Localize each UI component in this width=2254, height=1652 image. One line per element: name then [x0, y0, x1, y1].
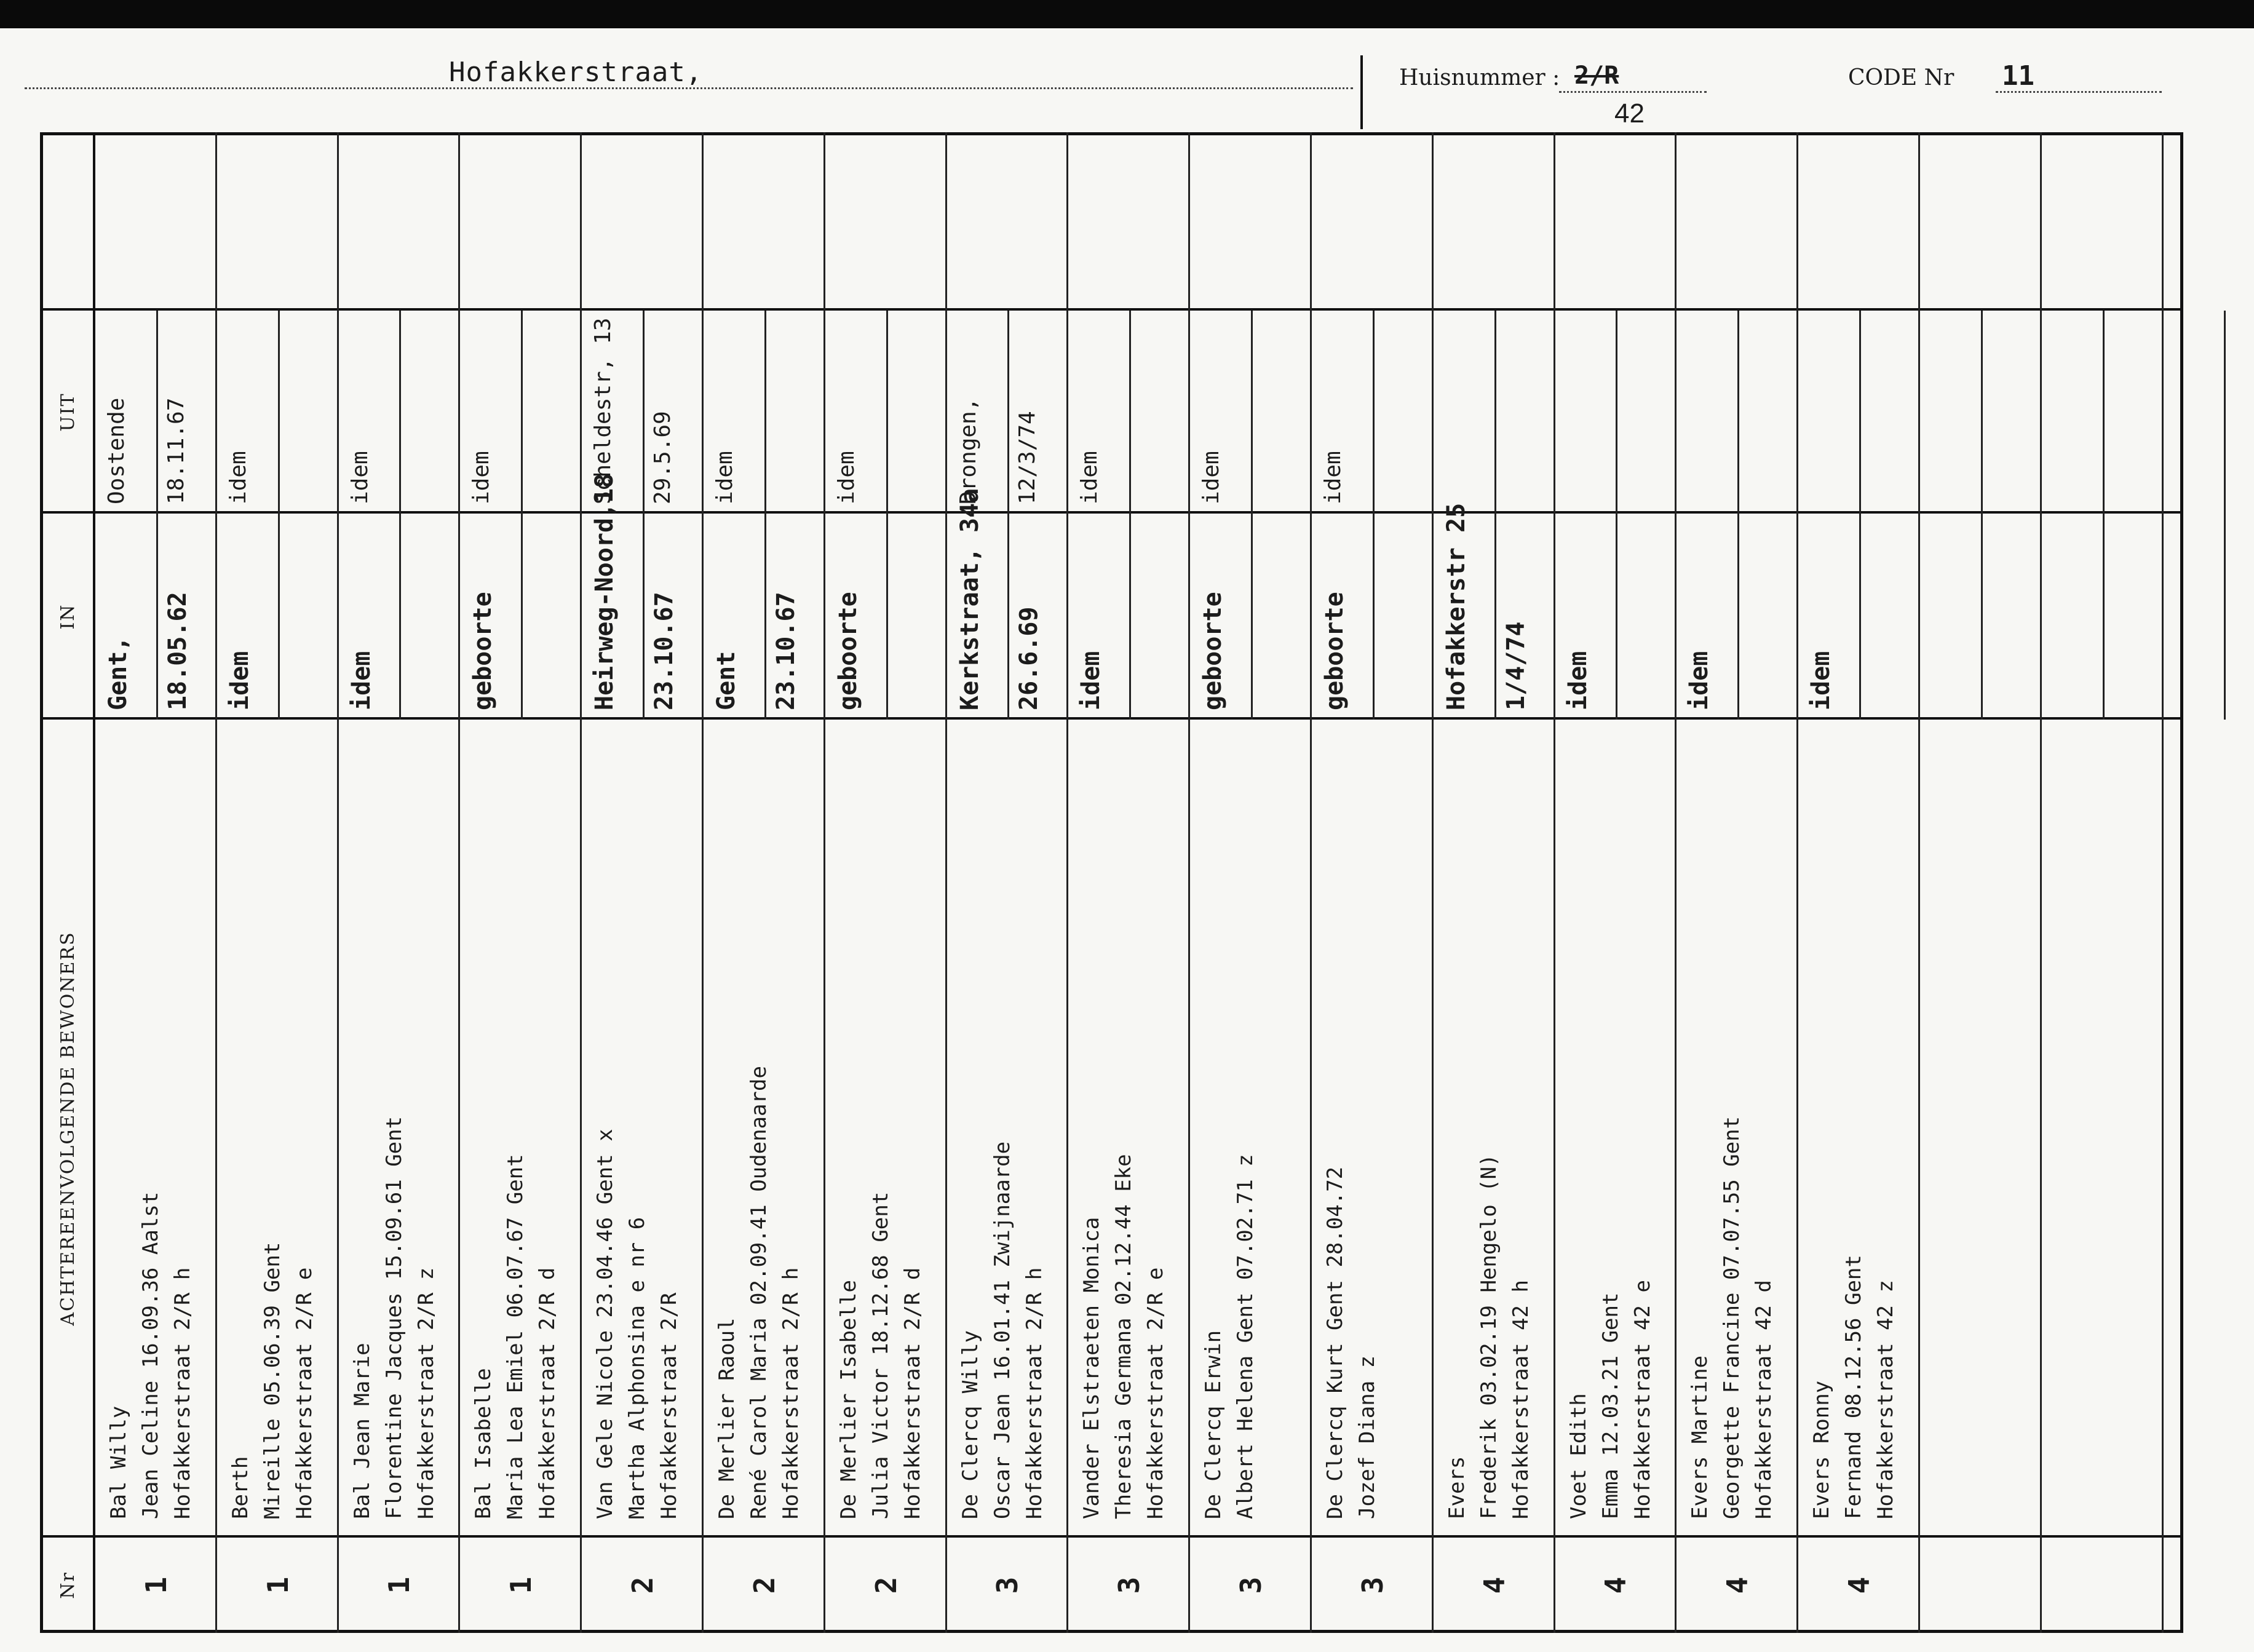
resident-line: Vander Elstraeten Monica [1079, 1217, 1105, 1519]
in-sub-divider [521, 514, 523, 720]
row-number [1920, 1538, 2042, 1633]
resident-line: Frederik 03.02.19 Hengelo (N) [1476, 1154, 1501, 1519]
uit-sub-divider [1494, 311, 1496, 514]
uit-date: 18.11.67 [163, 397, 189, 504]
resident-line: Evers Ronny [1809, 1380, 1835, 1519]
huisnummer-label: Huisnummer : [1399, 65, 1560, 90]
row-number: 3 [991, 1576, 1025, 1594]
uit-place: idem [469, 451, 494, 504]
in-place: Hofakkerstr 25 [1442, 502, 1470, 710]
in-place: Kerkstraat, 34a [955, 488, 984, 710]
resident-line: Hofakkerstraat 2/R e [292, 1267, 317, 1519]
in-place: Gent [712, 651, 740, 710]
row-number: 2 [747, 1576, 781, 1594]
column-header-uit: UIT [57, 392, 79, 432]
in-sub-divider [764, 514, 766, 720]
uit-sub-divider [1616, 311, 1617, 514]
in-sub-divider [1373, 514, 1375, 720]
resident-line: Hofakkerstraat 2/R z [413, 1267, 438, 1519]
in-sub-divider [278, 514, 280, 720]
street-dotted-line [25, 87, 1353, 89]
in-sub-divider [2224, 514, 2226, 720]
resident-line: Julia Victor 18.12.68 Gent [868, 1191, 893, 1519]
table-row [217, 132, 339, 1633]
uit-date: 29.5.69 [650, 411, 676, 504]
uit-place: idem [225, 451, 251, 504]
uit-place: idem [712, 451, 737, 504]
header-divider [1360, 55, 1363, 129]
in-place: geboorte [469, 592, 498, 710]
in-place: idem [1563, 651, 1592, 710]
resident-line: Voet Edith [1566, 1393, 1591, 1519]
in-date: 26.6.69 [1015, 606, 1044, 710]
uit-sub-divider [764, 311, 766, 514]
in-place: Gent, [104, 636, 132, 710]
uit-sub-divider [399, 311, 401, 514]
resident-line: Hofakkerstraat 2/R e [1143, 1267, 1169, 1519]
resident-line: Albert Helena Gent 07.02.71 z [1233, 1154, 1258, 1519]
table-row [2042, 132, 2164, 1633]
uit-sub-divider [156, 311, 158, 514]
row-number: 2 [626, 1576, 660, 1594]
in-place: idem [1685, 651, 1714, 710]
table-row [947, 132, 1069, 1633]
in-place: idem [347, 651, 376, 710]
scan-top-edge [0, 0, 2254, 28]
resident-line: Bal Isabelle [471, 1368, 496, 1519]
table-row [95, 132, 217, 1633]
table-row [1920, 132, 2042, 1633]
column-header-row [40, 132, 95, 1633]
resident-line: Hofakkerstraat 2/R h [779, 1267, 803, 1519]
table-row [1312, 132, 1434, 1633]
in-sub-divider [1494, 514, 1496, 720]
uit-sub-divider [2103, 311, 2105, 514]
uit-place: idem [1199, 451, 1224, 504]
uit-sub-divider [1251, 311, 1253, 514]
huisnummer-old: 2/R [1574, 62, 1619, 90]
in-sub-divider [2103, 514, 2105, 720]
code-label: CODE Nr [1848, 65, 1954, 90]
resident-line: René Carol Maria 02.09.41 Oudenaarde [747, 1066, 771, 1519]
resident-line: Hofakkerstraat 2/R [657, 1292, 682, 1519]
resident-line: Hofakkerstraat 2/R h [1022, 1267, 1047, 1519]
table-row [1190, 132, 1312, 1633]
resident-line: Bal Jean Marie [349, 1343, 375, 1519]
row-number [2042, 1538, 2164, 1633]
resident-line: Hofakkerstraat 42 z [1873, 1280, 1899, 1519]
resident-line: Mireille 05.06.39 Gent [260, 1242, 285, 1519]
resident-line: Fernand 08.12.56 Gent [1841, 1255, 1867, 1519]
in-sub-divider [399, 514, 401, 720]
uit-sub-divider [1373, 311, 1375, 514]
in-sub-divider [1981, 514, 1983, 720]
resident-line: De Clercq Kurt Gent 28.04.72 [1323, 1166, 1347, 1519]
resident-line: Martha Alphonsina e nr 6 [625, 1217, 650, 1519]
in-place: geboorte [1199, 592, 1228, 710]
resident-line: De Merlier Raoul [715, 1317, 739, 1519]
resident-line: Jean Celine 16.09.36 Aalst [138, 1191, 163, 1519]
uit-sub-divider [278, 311, 280, 514]
table-row [1068, 132, 1190, 1633]
in-place: geboorte [1320, 592, 1349, 710]
resident-line: Van Gele Nicole 23.04.46 Gent x [593, 1129, 618, 1519]
column-header-nr: Nr [57, 1571, 79, 1599]
uit-place: idem [1320, 451, 1346, 504]
row-number: 3 [1355, 1576, 1389, 1594]
column-header-bewoners: ACHTEREENVOLGENDE BEWONERS [57, 931, 79, 1326]
in-place: idem [1077, 651, 1106, 710]
in-date: 23.10.67 [771, 592, 800, 710]
in-place: idem [225, 651, 254, 710]
resident-line: Hofakkerstraat 2/R h [170, 1267, 195, 1519]
uit-place: idem [1077, 451, 1103, 504]
uit-place: Oostende [104, 397, 129, 504]
register-table [40, 132, 2183, 1633]
resident-line: Hofakkerstraat 42 h [1508, 1280, 1533, 1519]
resident-line: Jozef Diana z [1355, 1355, 1379, 1519]
in-date: 1/4/74 [1501, 621, 1530, 710]
in-date: 23.10.67 [650, 592, 679, 710]
resident-line: Bal Willy [106, 1405, 131, 1519]
in-sub-divider [156, 514, 158, 720]
in-place: geboorte [833, 592, 862, 710]
table-row [1677, 132, 1798, 1633]
resident-line: Emma 12.03.21 Gent [1598, 1292, 1623, 1519]
row-number: 1 [261, 1576, 295, 1594]
row-number: 3 [1234, 1576, 1268, 1594]
uit-sub-divider [886, 311, 888, 514]
resident-line: Oscar Jean 16.01.41 Zwijnaarde [990, 1141, 1015, 1519]
uit-place: idem [833, 451, 859, 504]
table-row [1434, 132, 1555, 1633]
table-row [704, 132, 825, 1633]
uit-date: 12/3/74 [1015, 411, 1041, 504]
uit-sub-divider [1859, 311, 1861, 514]
in-place: idem [1807, 651, 1836, 710]
uit-place: idem [347, 451, 373, 504]
resident-line: Hofakkerstraat 42 e [1630, 1280, 1655, 1519]
in-place: Heirweg-Noord,18 [590, 473, 619, 710]
resident-line: Evers [1444, 1456, 1469, 1519]
uit-sub-divider [2224, 311, 2226, 514]
resident-line: Berth [228, 1456, 253, 1519]
in-sub-divider [1007, 514, 1009, 720]
row-number: 2 [869, 1576, 903, 1594]
resident-line: De Clercq Willy [958, 1330, 983, 1519]
in-sub-divider [643, 514, 645, 720]
in-sub-divider [1859, 514, 1861, 720]
resident-line: Evers Martine [1688, 1355, 1713, 1519]
table-row [2164, 132, 2254, 1633]
row-number: 4 [1843, 1576, 1876, 1594]
in-date: 18.05.62 [163, 592, 192, 710]
uit-sub-divider [1007, 311, 1009, 514]
resident-line: Maria Lea Emiel 06.07.67 Gent [503, 1154, 528, 1519]
in-sub-divider [1616, 514, 1617, 720]
table-row [825, 132, 947, 1633]
table-row [460, 132, 582, 1633]
column-header-in: IN [57, 603, 79, 630]
uit-place: Scheldestr, 13 [590, 317, 616, 504]
huisnummer-dotted-line [1559, 91, 1707, 93]
in-sub-divider [886, 514, 888, 720]
resident-line: Florentine Jacques 15.09.61 Gent [381, 1116, 407, 1519]
resident-line: De Merlier Isabelle [836, 1280, 861, 1519]
resident-line: Hofakkerstraat 42 d [1752, 1280, 1777, 1519]
resident-line: Hofakkerstraat 2/R d [900, 1267, 925, 1519]
resident-line: Georgette Francine 07.07.55 Gent [1720, 1116, 1745, 1519]
uit-sub-divider [643, 311, 645, 514]
uit-place: Drongen, [955, 397, 981, 504]
table-row [1555, 132, 1677, 1633]
table-row [1798, 132, 1920, 1633]
in-sub-divider [1129, 514, 1131, 720]
in-sub-divider [1737, 514, 1739, 720]
row-number: 4 [1477, 1576, 1511, 1594]
uit-sub-divider [521, 311, 523, 514]
code-value: 11 [2002, 60, 2034, 92]
street-name: Hofakkerstraat, [449, 57, 703, 88]
table-row [339, 132, 461, 1633]
row-number: 3 [1113, 1576, 1146, 1594]
uit-sub-divider [1129, 311, 1131, 514]
row-number: 4 [1599, 1576, 1633, 1594]
row-number: 1 [139, 1576, 173, 1594]
resident-line: Hofakkerstraat 2/R d [535, 1267, 560, 1519]
table-row [582, 132, 704, 1633]
row-number: 1 [504, 1576, 538, 1594]
code-dotted-line [1996, 91, 2162, 93]
uit-sub-divider [1737, 311, 1739, 514]
resident-line: De Clercq Erwin [1201, 1330, 1226, 1519]
huisnummer-new: 42 [1614, 98, 1645, 129]
row-number: 4 [1721, 1576, 1755, 1594]
row-number: 1 [383, 1576, 416, 1594]
row-number [2164, 1538, 2254, 1633]
uit-sub-divider [1981, 311, 1983, 514]
in-sub-divider [1251, 514, 1253, 720]
resident-line: Theresia Germana 02.12.44 Eke [1111, 1154, 1137, 1519]
